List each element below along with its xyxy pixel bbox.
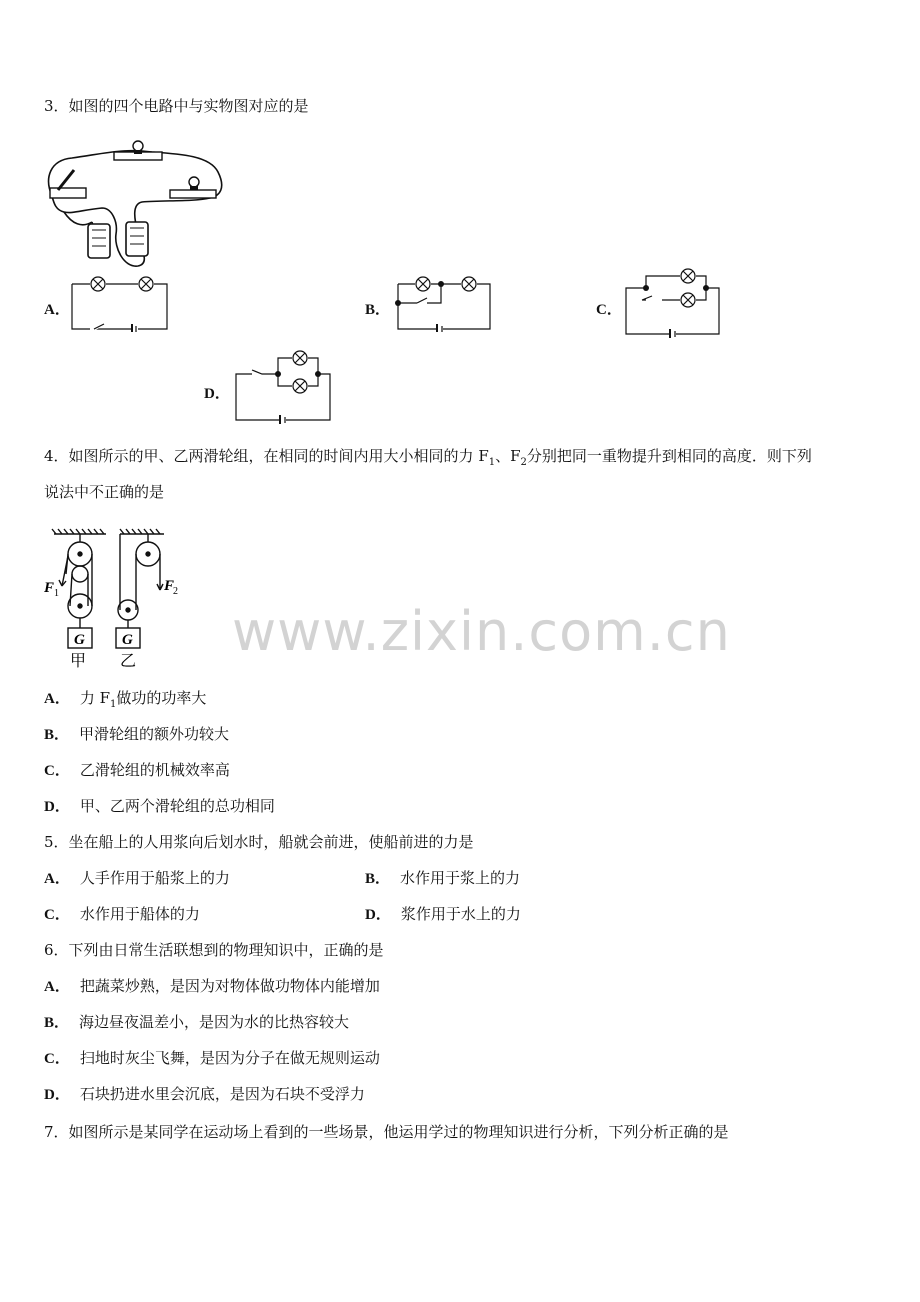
circuit-a-diagram[interactable] [70,274,170,332]
q4-option-d[interactable]: D． 甲、乙两个滑轮组的总功相同 [44,797,275,815]
q6-option-c[interactable]: C． 扫地时灰尘飞舞，是因为分子在做无规则运动 [44,1049,380,1067]
question-4-stem-line2: 说法中不正确的是 [44,483,165,501]
q6-option-a[interactable]: A． 把蔬菜炒熟，是因为对物体做功物体内能增加 [44,977,380,995]
q5-option-b[interactable]: B． 水作用于浆上的力 [365,869,521,887]
q5-option-a[interactable]: A． 人手作用于船浆上的力 [44,869,230,887]
q4-option-a[interactable]: A． 力 $F_1$做功的功率大 [44,689,207,710]
weight-g-label-jia: G [74,632,85,648]
circuit-c-diagram[interactable] [622,266,724,338]
circuit-b-diagram[interactable] [393,274,493,332]
q6-option-b[interactable]: B． 海边昼夜温差小，是因为水的比热容较大 [44,1013,350,1031]
label-yi: 乙 [120,651,137,670]
question-6-stem: 6．下列由日常生活联想到的物理知识中，正确的是 [44,941,384,959]
q4-option-b[interactable]: B． 甲滑轮组的额外功较大 [44,725,230,743]
question-7-stem: 7．如图所示是某同学在运动场上看到的一些场景，他运用学过的物理知识进行分析，下列分析正确的是 [44,1123,729,1141]
pulley-system-figure [40,528,190,670]
force-f1-sub: 1 [54,588,59,599]
question-4-stem-line1: 4．如图所示的甲、乙两滑轮组，在相同的时间内用大小相同的力 $F_1$、$F_2$分别把同一重物提升到相同的高度．则下列 [44,447,812,468]
q5-option-c[interactable]: C． 水作用于船体的力 [44,905,200,923]
force-f2-sub: 2 [173,586,178,597]
force-f1-label: F [44,580,55,596]
q3-option-a-label: A． [44,302,70,318]
q3-option-b-label: B． [365,302,391,318]
q3-option-d-label: D． [204,386,230,402]
question-5-stem: 5．坐在船上的人用浆向后划水时，船就会前进，使船前进的力是 [44,833,474,851]
label-jia: 甲 [70,651,87,670]
force-f2-label: F [164,578,175,594]
q3-option-c-label: C． [596,302,622,318]
watermark: www.zixin.com.cn [232,600,731,663]
circuit-d-diagram[interactable] [232,350,336,424]
question-3-stem: 3．如图的四个电路中与实物图对应的是 [44,97,309,115]
q5-option-d[interactable]: D． 浆作用于水上的力 [365,905,521,923]
physical-circuit-figure [42,138,228,268]
q6-option-d[interactable]: D． 石块扔进水里会沉底，是因为石块不受浮力 [44,1085,365,1103]
q4-option-c[interactable]: C． 乙滑轮组的机械效率高 [44,761,230,779]
weight-g-label-yi: G [122,632,133,648]
